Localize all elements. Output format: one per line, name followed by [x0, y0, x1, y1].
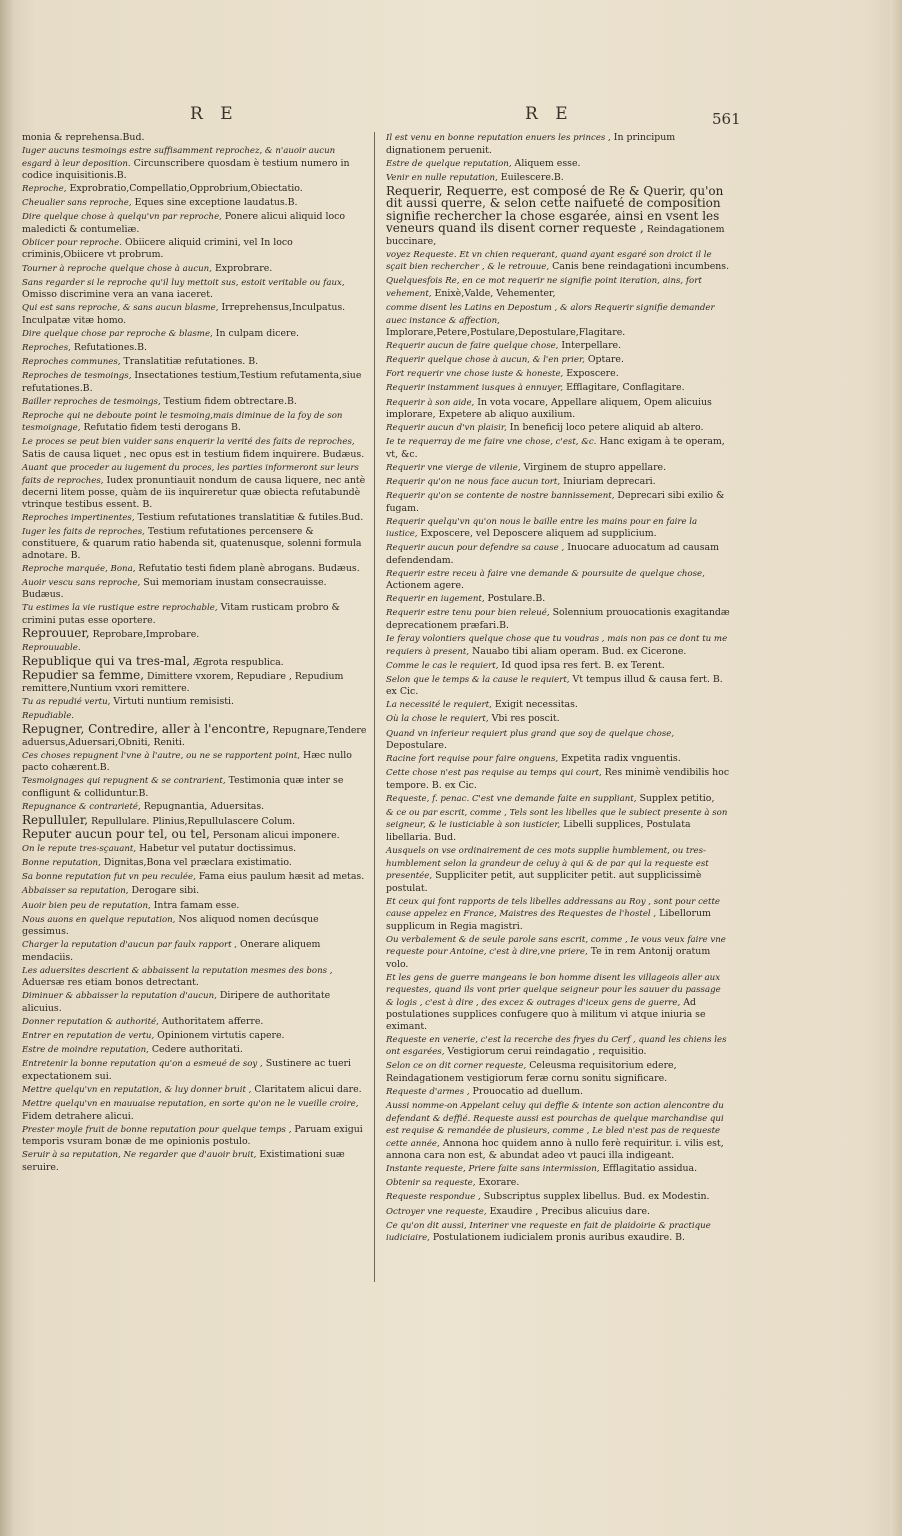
dictionary-entry	[22, 563, 367, 576]
dictionary-entry	[22, 871, 367, 884]
entry-french: Obiicer pour reproche.	[22, 237, 122, 248]
dictionary-entry	[386, 158, 731, 171]
entry-latin: Celeusma requisitorium edere, Reindagationem vestigiorum feræ cornu sonitu significare.	[386, 1060, 677, 1084]
entry-french: Reproches,	[22, 342, 71, 353]
dictionary-entry	[22, 939, 367, 963]
entry-latin: Exposcere, vel Deposcere aliquem ad supplicium.	[420, 528, 657, 540]
entry-latin: Fama eius paulum hæsit ad metas.	[198, 871, 365, 883]
dictionary-entry	[22, 1084, 367, 1097]
entry-latin: Habetur vel putatur doctissimus.	[139, 843, 297, 855]
entry-french: Requerir en iugement,	[386, 594, 485, 605]
dictionary-entry	[22, 132, 367, 144]
entry-latin: Ad postulationes supplices confugere quo à militum vi atque iniuria se eximant.	[386, 996, 706, 1032]
entry-french: Ou verbalement & de seule parole sans escrit, comme , Ie vous veux faire vne requeste pour Antoine, c'est à dire,vne priere,	[386, 934, 726, 958]
entry-french: comme disent les Latins en Depostum , & alors Requerir signifie demander auec instance & affection,	[386, 303, 715, 326]
dictionary-entry	[22, 696, 367, 709]
entry-latin: Authoritatem afferre.	[161, 1016, 264, 1028]
entry-french: Auoir bien peu de reputation,	[22, 900, 151, 911]
entry-french: Entrer en reputation de vertu,	[22, 1031, 155, 1042]
dictionary-entry	[22, 1098, 367, 1122]
entry-french: Requerir aucun de faire quelque chose,	[386, 341, 559, 352]
entry-french: Reputer aucun pour tel, ou tel,	[22, 827, 210, 842]
entry-french: Requeste, f. penac. C'est vne demande faite en suppliant,	[386, 793, 637, 804]
entry-french: Diminuer & abbaisser la reputation d'aucun,	[22, 991, 217, 1002]
dictionary-entry	[386, 436, 731, 460]
dictionary-entry	[22, 410, 367, 435]
entry-latin: Omisso discrimine vera an vana iaceret.	[22, 289, 213, 301]
entry-french: Repugner, Contredire, aller à l'encontre,	[22, 722, 270, 737]
running-head-right: R E	[525, 104, 574, 124]
entry-latin: In beneficij loco petere aliquid ab altero.	[509, 422, 704, 434]
entry-latin: Aliquem esse.	[514, 157, 581, 169]
entry-french: Requerir instamment iusques à ennuyer,	[386, 383, 564, 394]
dictionary-entry	[386, 302, 731, 339]
entry-latin: Ægrota respublica.	[193, 657, 284, 669]
entry-french: Entretenir la bonne reputation qu'on a esmeué de soy ,	[22, 1059, 263, 1070]
dictionary-entry	[386, 132, 731, 156]
entry-french: Prester moyle fruit de bonne reputation pour quelque temps ,	[22, 1124, 292, 1135]
dictionary-entry	[386, 1191, 731, 1204]
dictionary-entry	[22, 750, 367, 774]
entry-french: Octroyer vne requeste,	[386, 1206, 487, 1217]
entry-latin: Translatitiæ refutationes. B.	[123, 356, 259, 368]
dictionary-entry	[386, 1220, 731, 1245]
dictionary-entry	[22, 628, 367, 641]
entry-french: Iuger aucuns tesmoings estre suffisamment reprochez, & n'auoir aucun esgard à leur deposition.	[22, 146, 336, 169]
entry-latin: Te in rem Antonij oratum volo.	[386, 946, 711, 970]
entry-french: Requerir quelqu'vn qu'on nous le baille entre les mains pour en faire la iustice,	[386, 516, 698, 540]
dictionary-entry	[386, 1163, 731, 1176]
entry-french: Requerir vne vierge de vilenie,	[386, 462, 521, 473]
dictionary-entry	[22, 1124, 367, 1148]
entry-french: Requerir, Requerre, est composé de Re & Querir, qu'on dit aussi querre, & selon cette naifueté de composition signifie rechercher la chose esgarée, ainsi en vsent les veneurs quand ils disent corner requeste ,	[386, 183, 724, 236]
dictionary-entry	[22, 211, 367, 235]
entry-french: Requeste en venerie, c'est la recerche des fryes du Cerf , quand les chiens les ont esgarées,	[386, 1034, 727, 1058]
dictionary-entry	[386, 368, 731, 381]
dictionary-entry	[386, 767, 731, 791]
column-rule	[374, 132, 375, 1282]
entry-latin: Refutatio testi fidem planè abrogans. Budæus.	[138, 562, 360, 574]
entry-french: Ie feray volontiers quelque chose que tu voudras , mais non pas ce dont tu me requiers à present,	[386, 634, 728, 657]
entry-french: Charger la reputation d'aucun par faulx rapport ,	[22, 940, 238, 951]
entry-french: Repugnance & contrarieté,	[22, 801, 141, 812]
entry-latin: Reprobare,Improbare.	[92, 629, 200, 641]
entry-latin: Supplex petitio,	[639, 792, 715, 804]
entry-latin: Implorare,Petere,Postulare,Depostulare,Flagitare.	[386, 327, 626, 339]
entry-french: Requerir à son aide,	[386, 397, 475, 408]
dictionary-entry	[22, 829, 367, 842]
entry-french: Qui est sans reproche, & sans aucun blasme,	[22, 303, 219, 314]
dictionary-entry	[22, 512, 367, 525]
entry-french: Donner reputation & authorité,	[22, 1017, 159, 1028]
dictionary-entry	[22, 263, 367, 276]
dictionary-entry	[22, 356, 367, 369]
dictionary-entry	[22, 1030, 367, 1043]
dictionary-entry	[22, 990, 367, 1014]
entry-latin: Expetita radix vnguentis.	[561, 753, 681, 765]
entry-french: Reproche qui ne deboute point le tesmoing,mais diminue de la foy de son tesmoignage,	[22, 410, 343, 434]
dictionary-entry	[22, 965, 367, 989]
entry-french: Requerir estre receu à faire vne demande & poursuite de quelque chose,	[386, 568, 705, 579]
entry-latin: Fidem detrahere alicui.	[22, 1110, 134, 1122]
dictionary-entry	[386, 793, 731, 806]
entry-latin: Vestigiorum cerui reindagatio , requisitio.	[447, 1046, 647, 1058]
entry-french: Selon ce on dit corner requeste,	[386, 1061, 527, 1072]
entry-french: Reprouuable.	[22, 643, 81, 654]
entry-french: Cette chose n'est pas requise au temps qui court,	[386, 768, 602, 779]
dictionary-entry	[22, 885, 367, 898]
dictionary-entry	[22, 900, 367, 913]
entry-french: Ie te requerray de me faire vne chose, c'est, &c.	[386, 437, 597, 448]
entry-latin: Refutatio fidem testi derogans B.	[83, 422, 241, 434]
dictionary-entry	[22, 642, 367, 655]
entry-french: Repudier sa femme,	[22, 668, 145, 683]
dictionary-entry	[386, 593, 731, 606]
dictionary-entry	[22, 237, 367, 261]
dictionary-entry	[22, 145, 367, 182]
entry-latin: Vt tempus illud & causa fert. B. ex Cic.	[386, 673, 723, 698]
entry-french: voyez Requeste. Et vn chien requerant, quand ayant esgaré son droict il le sçait bien rechercher , & le retrouue,	[386, 249, 712, 273]
entry-french: Ce qu'on dit aussi, Interiner vne requeste en fait de plaidoirie & practique iudiciaire,	[386, 1220, 711, 1244]
page-binding	[0, 0, 14, 1536]
entry-latin: Res minimè vendibilis hoc tempore. B. ex Cic.	[386, 767, 730, 791]
entry-french: Bonne reputation,	[22, 858, 101, 869]
dictionary-entry	[22, 436, 367, 460]
entry-latin: Annona hoc quidem anno à nullo ferè requiritur. i. vilis est, annona cara non est, & abundat adeo vt pauci illa indigeant.	[386, 1137, 724, 1162]
entry-french: Requerir qu'on se contente de nostre bannissement,	[386, 491, 615, 501]
entry-latin: Intra famam esse.	[153, 899, 240, 911]
entry-french: Et les gens de guerre mangeans le bon homme disent les villageois aller aux requestes, quand ils vont prier quelque seigneur pour les sauuer du passage & logis , c'est à dire , des excez & outrages d'iceux gens de guerre,	[386, 972, 721, 1008]
entry-french: Requeste respondue ,	[386, 1192, 481, 1203]
entry-french: Reprouuer,	[22, 626, 90, 641]
entry-latin: Testimonia quæ inter se confligunt & colliduntur.B.	[22, 775, 344, 799]
entry-latin: Hanc exigam à te operam, vt, &c.	[386, 436, 725, 460]
dictionary-entry	[22, 1044, 367, 1057]
entry-french: Selon que le temps & la cause le requiert,	[386, 674, 570, 685]
entry-french: Mettre quelqu'vn en reputation, & luy donner bruit ,	[22, 1084, 252, 1095]
dictionary-entry	[22, 656, 367, 669]
entry-french: Repulluler,	[22, 813, 89, 827]
entry-latin: Libelli supplices, Postulata libellaria. Bud.	[386, 819, 691, 843]
entry-latin: Ponere alicui aliquid loco maledicti & contumeliæ.	[22, 211, 346, 235]
entry-french: Auoir vescu sans reproche,	[22, 577, 141, 588]
entry-latin: Interpellare.	[561, 340, 622, 352]
entry-latin: Postulationem iudicialem pronis auribus exaudire. B.	[432, 1232, 686, 1244]
entry-french: Quelquesfois Re, en ce mot requerir ne signifie point iteration, ains, fort vehement,	[386, 276, 702, 299]
entry-latin: Exprobratio,Compellatio,Opprobrium,Obiectatio.	[69, 183, 303, 195]
entry-french: Reproches communes,	[22, 357, 121, 368]
entry-latin: Exposcere.	[566, 368, 619, 380]
entry-latin: Exigit necessitas.	[494, 699, 578, 711]
entry-french: Ausquels on vse ordinairement de ces mots supplie humblement, ou tres-humblement selon la grandeur de celuy à qui & de par qui la requeste est presentée,	[386, 846, 709, 881]
dictionary-entry	[386, 516, 731, 541]
entry-latin: In principum dignationem peruenit.	[386, 132, 676, 156]
dictionary-entry	[386, 172, 731, 185]
entry-french: Aussi nomme-on Appelant celuy qui deffie & intente son action alencontre du defendant & deffié. Requeste aussi est pourchas de quelque marchandise qui est requise & remandée de plusieurs, comme , Le bled n'est pas de requeste cette année,	[386, 1101, 724, 1149]
entry-latin: Repugnare,Tendere aduersus,Aduersari,Obniti, Reniti.	[22, 725, 367, 748]
entry-french: Où la chose le requiert,	[386, 714, 489, 725]
entry-french: Dire quelque chose par reproche & blasme,	[22, 328, 213, 339]
dictionary-entry	[22, 914, 367, 938]
dictionary-entry	[22, 370, 367, 394]
entry-french: Bailler reproches de tesmoings,	[22, 396, 161, 407]
entry-latin: Deprecari sibi exilio & fugam.	[386, 490, 725, 514]
entry-latin: Paruam exigui temporis vsuram bonæ de me opinionis postulo.	[22, 1123, 363, 1148]
entry-latin: Virtuti nuntium remisisti.	[113, 695, 235, 707]
entry-french: Comme le cas le requiert,	[386, 660, 499, 671]
entry-french: Seruir à sa reputation, Ne regarder que d'auoir bruit,	[22, 1150, 257, 1161]
entry-latin: Subscriptus supplex libellus. Bud. ex Modestin.	[483, 1191, 710, 1203]
entry-french: Sans regarder si le reproche qu'il luy mettoit sus, estoit veritable ou faux,	[22, 277, 345, 288]
entry-latin: Onerare aliquem mendaciis.	[22, 939, 321, 963]
entry-french: Republique qui va tres-mal,	[22, 654, 191, 669]
entry-latin: Refutationes.B.	[73, 341, 148, 353]
dictionary-entry	[22, 843, 367, 856]
entry-french: Iuger les faits de reproches,	[22, 526, 145, 537]
entry-french: Reproches de tesmoings,	[22, 371, 132, 382]
dictionary-entry	[22, 302, 367, 326]
dictionary-entry	[386, 1177, 731, 1190]
dictionary-entry	[386, 896, 731, 933]
dictionary-entry	[386, 476, 731, 489]
entry-latin: Testium refutationes translatitiæ & futiles.Bud.	[137, 511, 364, 523]
entry-french: Tu as repudié vertu,	[22, 696, 111, 707]
dictionary-entry	[386, 397, 731, 421]
entry-latin: Insectationes testium,Testium refutamenta,siue refutationes.B.	[22, 370, 362, 394]
entry-french: Venir en nulle reputation,	[386, 172, 498, 183]
left-column	[22, 132, 367, 1175]
entry-latin: Exaudire , Precibus alicuius dare.	[489, 1205, 651, 1217]
entry-french: Reproche marquée, Bona,	[22, 563, 136, 574]
entry-latin: Irreprehensus,Inculpatus. Inculpatæ vitæ homo.	[22, 302, 346, 326]
entry-french: Nous auons en quelque reputation,	[22, 914, 176, 925]
running-head-left: R E	[190, 104, 239, 124]
dictionary-entry	[22, 342, 367, 355]
entry-french: Cheualier sans reproche,	[22, 198, 132, 209]
dictionary-entry	[22, 857, 367, 870]
dictionary-entry	[22, 197, 367, 210]
entry-latin: Repugnantia, Aduersitas.	[143, 800, 265, 812]
entry-french: Tourner à reproche quelque chose à aucun,	[22, 263, 212, 274]
dictionary-entry	[386, 807, 731, 844]
entry-french: Estre de moindre reputation,	[22, 1045, 149, 1056]
entry-latin: Canis bene reindagationi incumbens.	[552, 261, 730, 273]
entry-french: Requerir estre tenu pour bien releué,	[386, 608, 550, 619]
dictionary-entry	[386, 1206, 731, 1219]
page-number: 561	[712, 110, 741, 128]
entry-latin: Existimationi suæ seruire.	[22, 1149, 345, 1173]
entry-french: Requerir qu'on ne nous face aucun tort,	[386, 476, 561, 487]
entry-latin: Testium refutationes percensere & constituere, & quarum ratio habenda sit, quatenusque, solenni formula adnotare. B.	[22, 525, 362, 561]
dictionary-entry	[22, 1058, 367, 1082]
entry-latin: Obiicere aliquid crimini, vel In loco criminis,Obiicere vt probrum.	[22, 236, 293, 261]
dictionary-entry	[386, 183, 731, 248]
entry-latin: Reindagationem buccinare,	[386, 224, 725, 247]
entry-french: Tesmoignages qui repugnent & se contrarient,	[22, 776, 226, 787]
entry-latin: Personam alicui imponere.	[212, 830, 340, 842]
entry-latin: Exprobrare.	[214, 262, 273, 274]
dictionary-entry	[386, 1060, 731, 1084]
entry-latin: Suppliciter petit, aut suppliciter petit. aut supplicissimè postulat.	[386, 870, 702, 894]
entry-french: Requerir quelque chose à aucun, & l'en prier,	[386, 355, 585, 366]
entry-french: Les aduersites descrient & abbaissent la reputation mesmes des bons ,	[22, 965, 333, 976]
entry-french: Requeste d'armes ,	[386, 1087, 470, 1098]
entry-french: Requerir aucun d'vn plaisir,	[386, 423, 507, 434]
dictionary-entry	[386, 340, 731, 353]
dictionary-entry	[386, 275, 731, 300]
entry-latin: Iudex pronuntiauit nondum de causa liquere, nec antè decerni litem posse, quàm de iis inquireretur quæ obiecta refutabundè vtrinque testibus essent. B.	[22, 474, 366, 510]
entry-french: Mettre quelqu'vn en mauuaise reputation, en sorte qu'on ne le vueille croire,	[22, 1099, 359, 1109]
entry-latin: Postulare.B.	[487, 593, 546, 605]
entry-french: Instante requeste, Priere faite sans intermission,	[386, 1164, 600, 1175]
entry-latin: Euilescere.B.	[500, 171, 564, 183]
entry-french: On le repute tres-sçauant,	[22, 844, 137, 855]
entry-latin: Optare.	[587, 354, 624, 366]
entry-french: Et ceux qui font rapports de tels libelles addressans au Roy , sont pour cette cause appelez en France, Maistres des Requestes de l'hostel ,	[386, 896, 720, 920]
dictionary-entry	[386, 1100, 731, 1162]
entry-latin: Vitam rusticam probro & crimini putas esse oportere.	[22, 602, 340, 626]
dictionary-entry	[386, 660, 731, 673]
entry-latin: Eques sine exceptione laudatus.B.	[134, 197, 298, 209]
entry-french: Tu estimes la vie rustique estre reprochable,	[22, 603, 218, 614]
dictionary-entry	[386, 422, 731, 435]
entry-french: Racine fort requise pour faire onguens,	[386, 754, 559, 765]
entry-latin: Repullulare. Plinius,Repullulascere Colum.	[91, 816, 296, 827]
entry-latin: Exorare.	[478, 1177, 520, 1189]
dictionary-entry	[386, 1034, 731, 1059]
entry-french: Abbaisser sa reputation,	[22, 886, 129, 897]
entry-latin: Efflagitatio assidua.	[602, 1163, 698, 1175]
dictionary-entry	[386, 713, 731, 726]
entry-french: Reproches impertinentes,	[22, 512, 135, 523]
dictionary-entry	[22, 577, 367, 601]
entry-latin: Derogare sibi.	[131, 885, 200, 897]
dictionary-entry	[386, 249, 731, 274]
entry-latin: Iniuriam deprecari.	[563, 475, 656, 487]
dictionary-entry	[22, 328, 367, 341]
entry-french: Le proces se peut bien vuider sans enquerir la verité des faits de reproches,	[22, 437, 355, 448]
entry-latin: Dimittere vxorem, Repudiare , Repudium remittere,Nuntium vxori remittere.	[22, 671, 344, 694]
dictionary-entry	[386, 1086, 731, 1099]
dictionary-entry	[386, 674, 731, 698]
entry-french: Estre de quelque reputation,	[386, 158, 512, 169]
entry-latin: monia & reprehensa.Bud.	[22, 132, 145, 143]
dictionary-entry	[386, 568, 731, 592]
dictionary-entry	[386, 845, 731, 894]
dictionary-entry	[22, 183, 367, 196]
dictionary-entry	[22, 526, 367, 562]
entry-french: Repudiable.	[22, 711, 75, 722]
entry-latin: Prouocatio ad duellum.	[472, 1086, 583, 1098]
entry-latin: Vbi res poscit.	[491, 713, 560, 725]
entry-latin: Sui memoriam inustam consecrauisse. Budæus.	[22, 576, 327, 601]
entry-latin: Claritatem alicui dare.	[254, 1083, 362, 1095]
dictionary-entry	[386, 462, 731, 475]
dictionary-entry	[386, 382, 731, 395]
entry-latin: Dignitas,Bona vel præclara existimatio.	[103, 857, 292, 869]
entry-latin: Circunscribere quosdam è testium numero in codice inquisitionis.B.	[22, 157, 350, 182]
entry-latin: Solennium prouocationis exagitandæ deprecationem præfari.B.	[386, 607, 730, 631]
dictionary-entry	[22, 277, 367, 301]
entry-latin: Aduersæ res etiam bonos detrectant.	[22, 977, 199, 989]
dictionary-entry	[22, 462, 367, 510]
dictionary-entry	[22, 670, 367, 694]
dictionary-entry	[386, 354, 731, 367]
dictionary-entry	[386, 699, 731, 712]
entry-latin: Enixè,Valde, Vehementer,	[434, 287, 556, 299]
entry-french: Fort requerir vne chose iuste & honeste,	[386, 369, 564, 380]
entry-latin: Inuocare aduocatum ad causam defendendam.	[386, 542, 720, 566]
dictionary-entry	[22, 1016, 367, 1029]
entry-french: Sa bonne reputation fut vn peu reculée,	[22, 872, 196, 883]
dictionary-entry	[386, 490, 731, 514]
entry-french: Requerir aucun pour defendre sa cause ,	[386, 543, 565, 554]
dictionary-entry	[22, 396, 367, 409]
dictionary-entry	[22, 815, 367, 828]
dictionary-entry	[386, 753, 731, 766]
entry-french: Auant que proceder au iugement du proces, les parties informeront sur leurs faits de reproches,	[22, 463, 359, 486]
entry-latin: Diripere de authoritate alicuius.	[22, 990, 331, 1014]
entry-french: Dire quelque chose à quelqu'vn par reproche,	[22, 212, 222, 223]
entry-latin: Nos aliquod nomen decúsque gessimus.	[22, 913, 319, 938]
dictionary-entry	[386, 934, 731, 971]
dictionary-entry	[386, 633, 731, 658]
dictionary-entry	[22, 724, 367, 748]
entry-latin: Actionem agere.	[386, 580, 465, 592]
entry-french: Reproche,	[22, 184, 67, 195]
entry-french: Il est venu en bonne reputation enuers les princes ,	[386, 133, 611, 143]
dictionary-entry	[22, 710, 367, 723]
entry-latin: Libellorum supplicum in Regia magistri.	[386, 908, 711, 932]
entry-french: Quand vn inferieur requiert plus grand que soy de quelque chose,	[386, 728, 675, 739]
entry-latin: Virginem de stupro appellare.	[523, 461, 667, 473]
entry-french: La necessité le requiert,	[386, 700, 492, 711]
entry-french: & ce ou par escrit, comme , Tels sont les libelles que le subiect presente à son seigneur, & le iusticiable à son iusticier,	[386, 807, 728, 831]
entry-french: Obtenir sa requeste,	[386, 1178, 476, 1189]
entry-latin: In culpam dicere.	[215, 327, 300, 339]
dictionary-entry	[386, 728, 731, 752]
entry-latin: Hæc nullo pacto cohærent.B.	[22, 749, 352, 774]
entry-latin: Testium fidem obtrectare.B.	[163, 395, 297, 407]
entry-latin: Sustinere ac tueri expectationem sui.	[22, 1058, 352, 1082]
entry-latin: Opinionem virtutis capere.	[157, 1030, 285, 1042]
entry-french: Ces choses repugnent l'vne à l'autre, ou ne se rapportent point,	[22, 750, 301, 761]
dictionary-entry	[22, 801, 367, 814]
entry-latin: Cedere authoritati.	[151, 1044, 243, 1056]
page-edge	[890, 0, 902, 1536]
dictionary-entry	[22, 775, 367, 799]
entry-latin: Satis de causa liquet , nec opus est in testium fidem inquirere. Budæus.	[22, 448, 365, 460]
dictionary-entry	[386, 972, 731, 1033]
entry-latin: Efflagitare, Conflagitare.	[566, 382, 685, 394]
dictionary-entry	[22, 602, 367, 626]
dictionary-entry	[22, 1149, 367, 1173]
entry-latin: Depostulare.	[386, 740, 447, 752]
dictionary-entry	[386, 542, 731, 566]
dictionary-entry	[386, 607, 731, 631]
right-column	[386, 132, 731, 1246]
entry-latin: Id quod ipsa res fert. B. ex Terent.	[501, 659, 665, 671]
entry-latin: Nauabo tibi aliam operam. Bud. ex Cicerone.	[472, 645, 687, 657]
entry-latin: In vota vocare, Appellare aliquem, Opem alicuius implorare, Expetere ab aliquo auxilium.	[386, 396, 712, 421]
